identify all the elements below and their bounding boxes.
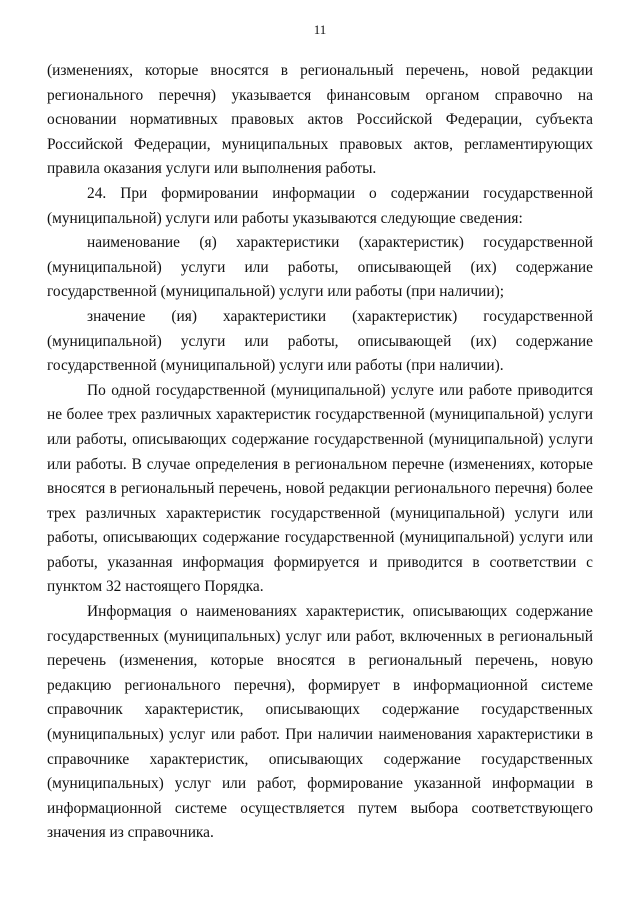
paragraph-max-three-characteristics: По одной государственной (муниципальной) услуге или работе приводится не более трех различных характеристик государственной (муниципальной) услуги или работы, описывающих содержание государственной (муниципальной) услуги или работы. В случае определения в региональном перечне (изменениях, которые вносятся в региональный перечень, новой редакции регионального перечня) более трех различных характеристик государственной (муниципальной) услуги или работы, описывающих содержание государственной (муниципальной) услуги или работы, указанная информация формируется и приводится в соответствии с пунктом 32 настоящего Порядка. — [47, 381, 593, 596]
paragraph-item-24: 24. При формировании информации о содержании государственной (муниципальной) услуги или работы указываются следующие сведения: — [47, 184, 593, 227]
document-body — [47, 59, 593, 846]
paragraph-value-characteristics: значение (ия) характеристики (характеристик) государственной (муниципальной) услуги или работы, описывающей (их) содержание государственной (муниципальной) услуги или работы (при наличии). — [47, 307, 593, 375]
page-number: 11 — [313, 22, 327, 37]
paragraph-name-characteristics: наименование (я) характеристики (характеристик) государственной (муниципальной) услуги или работы, описывающей (их) содержание государственной (муниципальной) услуги или работы (при наличии); — [47, 234, 593, 301]
paragraph-information-reference: Информация о наименованиях характеристик, описывающих содержание государственных (муниципальных) услуг или работ, включенных в региональный перечень (изменения, которые вносятся в региональный перечень, новую редакцию регионального перечня), формирует в информационной системе справочник характеристик, описывающих содержание государственных (муниципальных) услуг или работ. При наличии наименования характеристики в справочнике характеристик, описывающих содержание государственных (муниципальных) услуг или работ, формирование указанной информации в информационной системе осуществляется путем выбора соответствующего значения из справочника. — [47, 603, 593, 842]
paragraph-continuation: (изменениях, которые вносятся в региональный перечень, новой редакции регионального перечня) указывается финансовым органом справочно на основании нормативных правовых актов Российской Федерации, субъекта Российской Федерации, муниципальных правовых актов, регламентирующих правила оказания услуги или выполнения работы. — [47, 62, 593, 178]
